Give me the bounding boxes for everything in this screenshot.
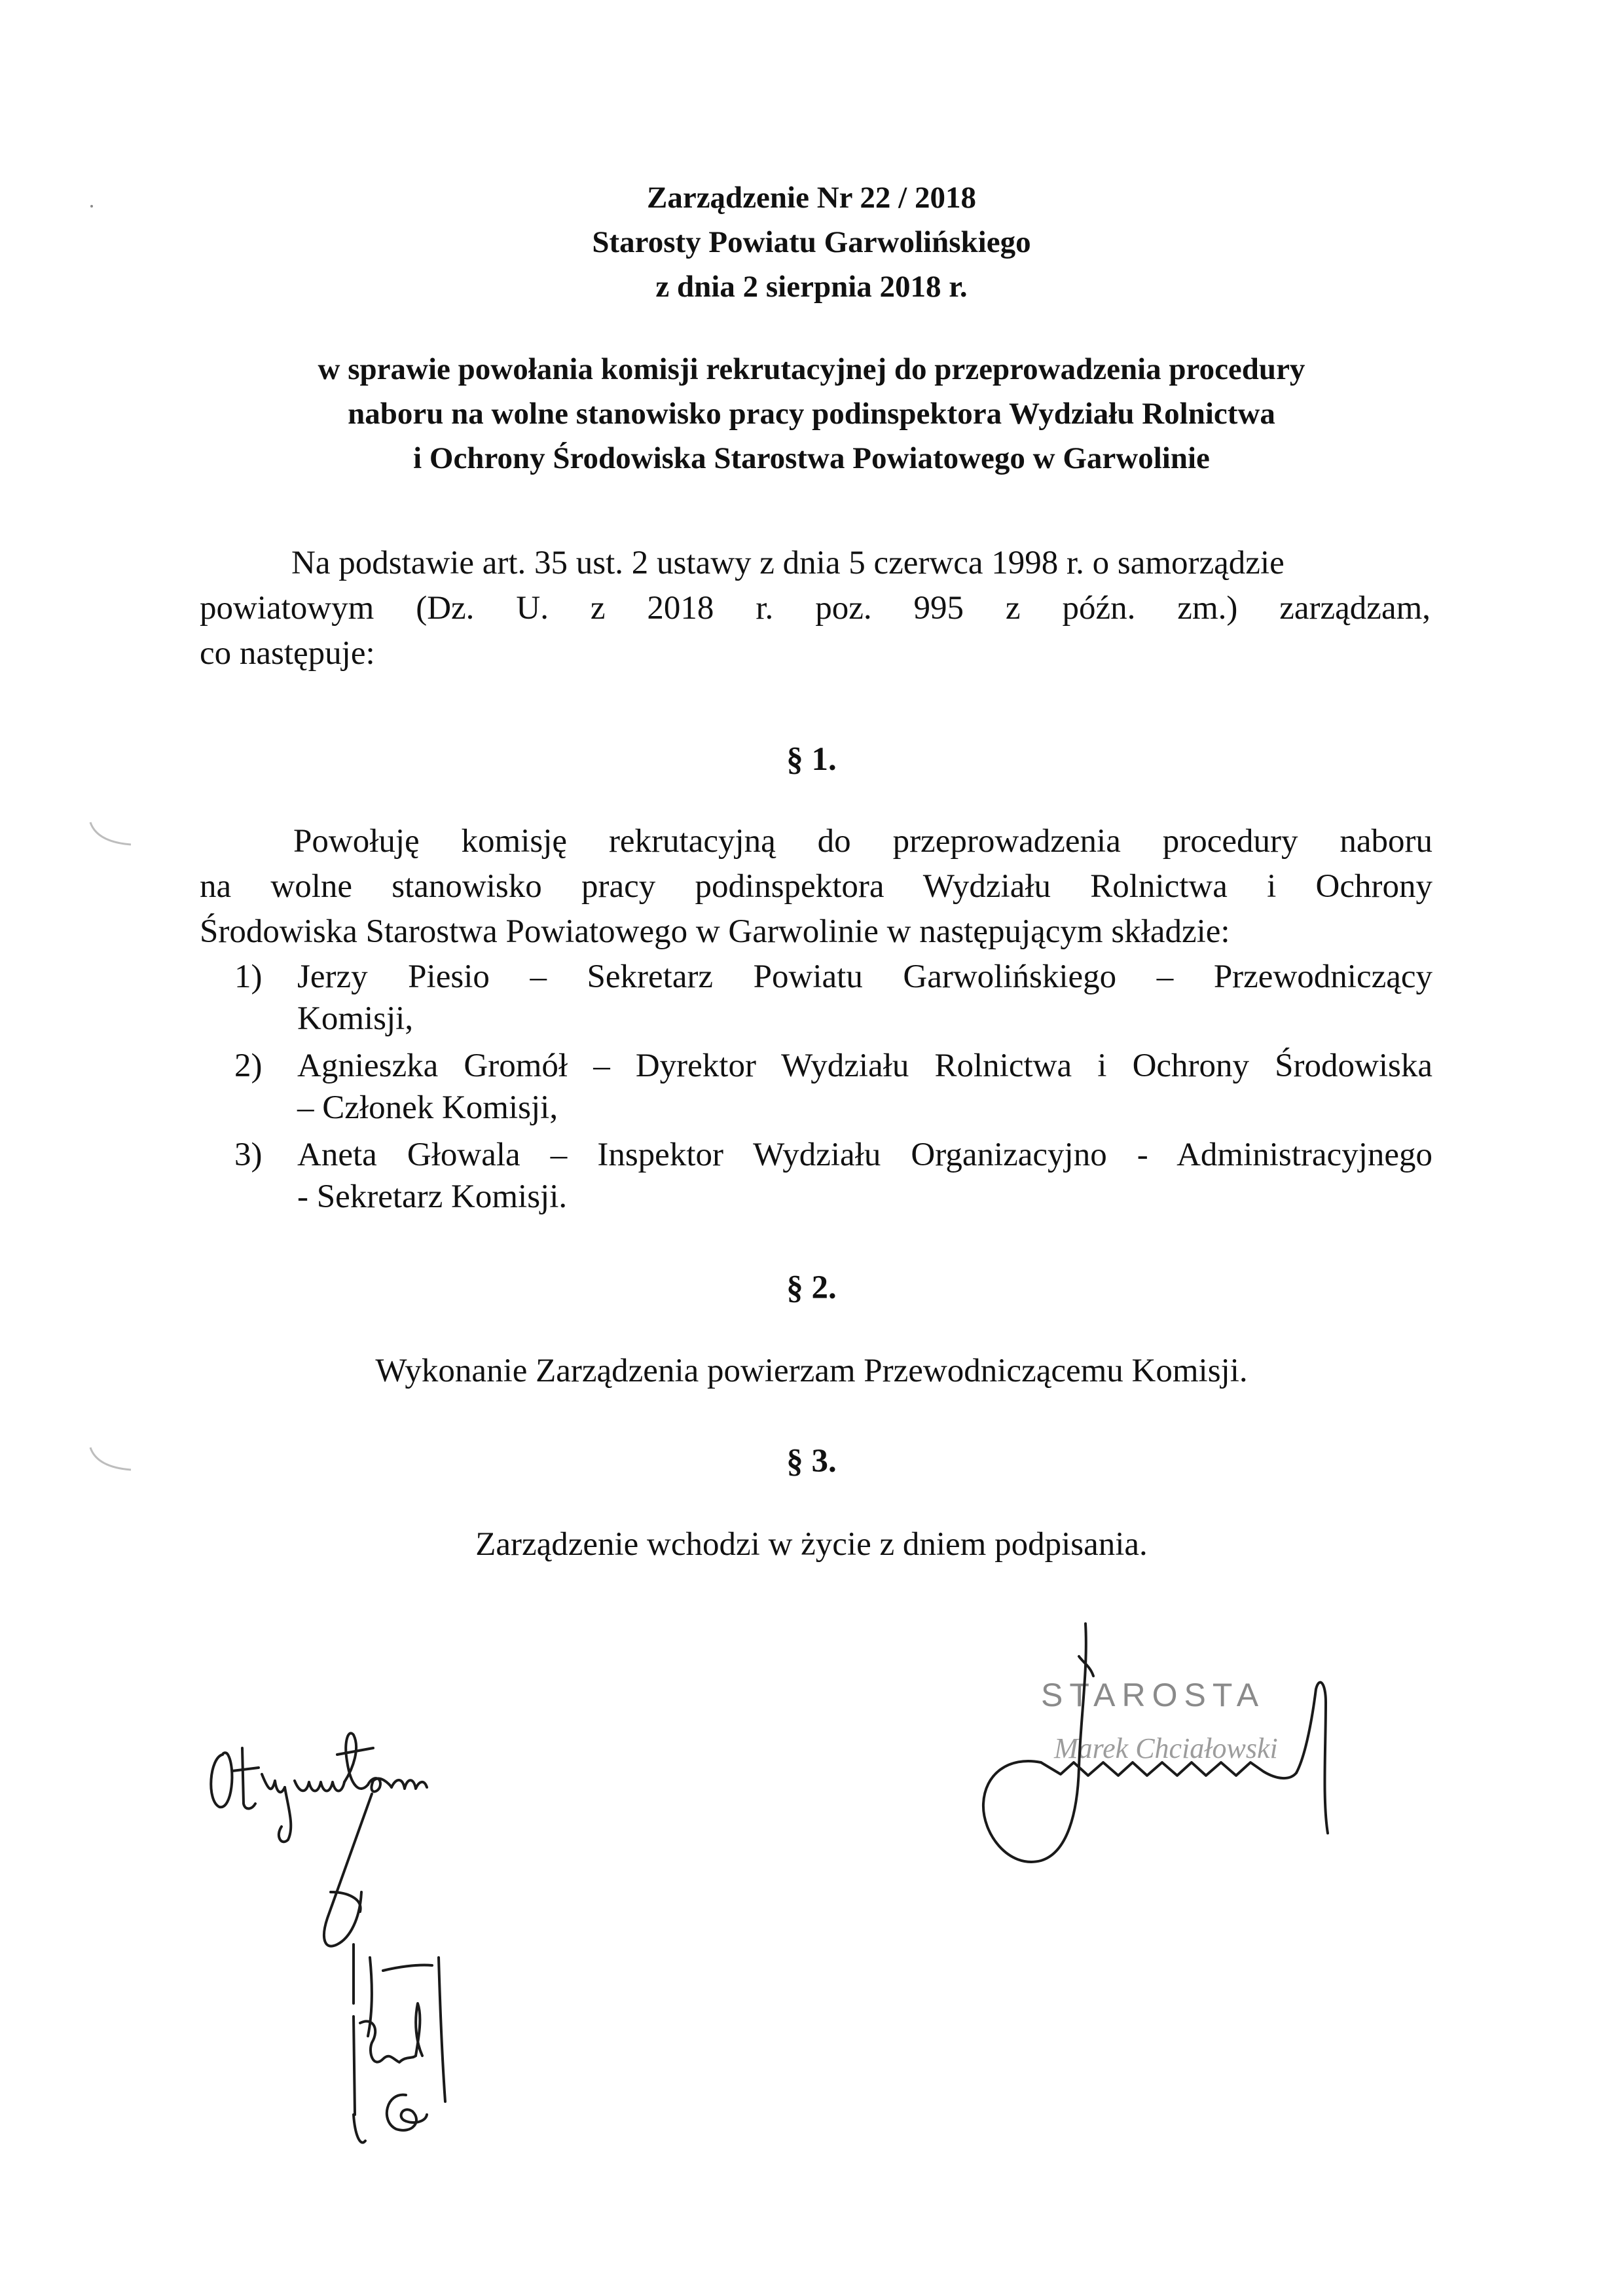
list-item-number: 1)	[234, 958, 263, 995]
section-1-sign: § 1.	[786, 741, 837, 778]
preamble-line-3: co następuje:	[200, 635, 375, 672]
subject-line-2: naboru na wolne stanowisko pracy podinspektora Wydziału Rolnictwa	[348, 397, 1275, 431]
list-item-number: 2)	[234, 1048, 263, 1084]
order-date: z dnia 2 sierpnia 2018 r.	[655, 270, 968, 304]
section-2-text: Wykonanie Zarządzenia powierzam Przewodniczącemu Komisji.	[375, 1353, 1248, 1389]
list-item-text-continued: - Sekretarz Komisji.	[297, 1178, 568, 1215]
section-1-line-3: Środowiska Starostwa Powiatowego w Garwolinie w następującym składzie:	[200, 913, 1230, 950]
list-item	[234, 1045, 1432, 1129]
scan-mark-icon	[85, 1444, 137, 1476]
section-2-sign: § 2.	[786, 1269, 837, 1306]
subject-line-1: w sprawie powołania komisji rekrutacyjnej do przeprowadzenia procedury	[318, 352, 1305, 386]
list-item-text-continued: – Członek Komisji,	[297, 1089, 558, 1126]
section-3-text: Zarządzenie wchodzi w życie z dniem podpisania.	[475, 1526, 1148, 1563]
list-item-text: Aneta Głowala – Inspektor Wydziału Organizacyjno - Administracyjnego	[297, 1137, 1432, 1173]
scan-mark-icon	[85, 818, 137, 851]
list-item-text: Jerzy Piesio – Sekretarz Powiatu Garwolińskiego – Przewodniczący	[297, 958, 1432, 995]
list-item-text: Agnieszka Gromół – Dyrektor Wydziału Rolnictwa i Ochrony Środowiska	[297, 1048, 1432, 1084]
document-header	[0, 175, 1623, 309]
section-1-line-1: Powołuję komisję rekrutacyjną do przeprowadzenia procedury naboru	[293, 823, 1432, 860]
preamble-line-1: Na podstawie art. 35 ust. 2 ustawy z dnia 5 czerwca 1998 r. o samorządzie	[291, 545, 1285, 581]
order-number: Zarządzenie Nr 22 / 2018	[646, 181, 976, 215]
subject-line-3: i Ochrony Środowiska Starostwa Powiatowego w Garwolinie	[413, 441, 1210, 475]
list-item-number: 3)	[234, 1137, 263, 1173]
issuer: Starosty Powiatu Garwolińskiego	[592, 225, 1031, 259]
document-subject	[0, 347, 1623, 481]
section-3-sign: § 3.	[786, 1443, 837, 1480]
stamp-name: Marek Chciałowski	[1054, 1732, 1278, 1764]
list-item-text-continued: Komisji,	[297, 1000, 414, 1037]
stamp-title: STAROSTA	[1041, 1677, 1266, 1713]
handwritten-note-icon	[196, 1728, 602, 2200]
list-item	[234, 956, 1432, 1040]
dust-speck-icon	[88, 203, 95, 210]
section-1-line-2: na wolne stanowisko pracy podinspektora Wydziału Rolnictwa i Ochrony	[200, 868, 1432, 905]
preamble-line-2: powiatowym (Dz. U. z 2018 r. poz. 995 z późn. zm.) zarządzam,	[200, 590, 1431, 627]
starosta-signature-icon	[969, 1617, 1414, 1892]
list-item	[234, 1134, 1432, 1218]
